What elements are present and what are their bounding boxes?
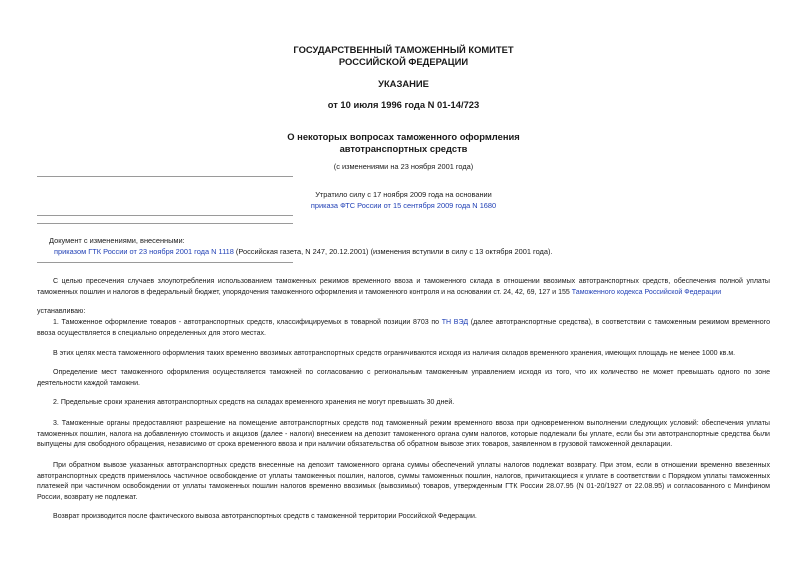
document-date-number: от 10 июля 1996 года N 01-14/723 xyxy=(327,99,480,110)
document-type: УКАЗАНИЕ xyxy=(378,78,429,89)
paragraph-item-3: 3. Таможенные органы предоставляют разрешение на помещение автотранспортных средств под таможенный режим временного ввоза при одновременном выполнении следующих условий: обеспечения уплаты таможенных пошлин, налога на добавленную стоимость и акцизов (далее - налоги) внесением на депозит таможенного органа сумм налогов, которые подлежали бы уплате, если бы эти автотранспортные средства были выпущены для свободного обращения, независимо от срока временного ввоза и при наличии обязательства об обратном вывозе этих товаров, заявленном в грузовой таможенной декларации. xyxy=(37,420,770,449)
separator-rule xyxy=(37,223,293,224)
document-title-line-1: О некоторых вопросах таможенного оформления xyxy=(287,131,520,142)
preamble-text: С целью пресечения случаев злоупотребления использованием таможенных режимов временного ввоза и таможенного склада в отношении ввозимых автотранспортных средств, обеспечения полной уплаты таможенных пошлин и налогов в федеральный бюджет, упорядочения таможенного оформления и таможенного контроля и на основании ст. 24, 42, 69, 127 и 155 xyxy=(37,278,770,296)
amending-order-link[interactable]: приказом ГТК России от 23 ноября 2001 года N 1118 xyxy=(54,247,234,256)
customs-code-link[interactable]: Таможенного кодекса Российской Федерации xyxy=(571,288,722,296)
validity-link-line xyxy=(0,201,807,210)
paragraph-item-2: 2. Предельные сроки хранения автотранспортных средств на складах временного хранения не могут превышать 30 дней. xyxy=(53,399,455,406)
paragraph-establish: устанавливаю: xyxy=(37,308,86,315)
paragraph-preamble xyxy=(37,277,770,298)
changes-label: Документ с изменениями, внесенными: xyxy=(49,236,185,245)
changes-details: (Российская газета, N 247, 20.12.2001) (изменения вступили в силу с 13 октября 2001 года). xyxy=(233,247,553,256)
amendments-note: (с изменениями на 23 ноября 2001 года) xyxy=(333,162,474,171)
paragraph-warehouse-limit: В этих целях места таможенного оформления таких временно ввозимых автотранспортных средств ограничиваются исходя из наличия складов временного хранения, имеющих площадь не менее 1000 кв.м. xyxy=(53,350,736,357)
issuer-line-1: ГОСУДАРСТВЕННЫЙ ТАМОЖЕННЫЙ КОМИТЕТ xyxy=(293,44,514,55)
item-1-text: 1. Таможенное оформление товаров - автотранспортных средств, классифицируемых в товарной позиции 8703 по xyxy=(53,319,442,326)
separator-rule xyxy=(37,176,293,177)
separator-rule xyxy=(37,262,293,263)
document-title-line-2: автотранспортных средств xyxy=(339,143,468,154)
separator-rule xyxy=(37,215,293,216)
paragraph-return-deposit: При обратном вывозе указанных автотранспортных средств внесенные на депозит таможенного органа суммы обеспечений уплаты налогов подлежат возврату. При этом, если в отношении временно ввезенных автотранспортных средств применялось частичное освобождение от уплаты таможенных пошлин, налогов, суммы таможенных пошлин, налогов, причитающиеся к уплате в соответствии с Порядком уплаты таможенных платежей при частичном освобождении от уплаты таможенных пошлин налогов временно ввозимых (вывозимых) товаров, утвержденным ГТК России 28.07.95 (N 01-20/1927 от 22.08.95) и согласованного с Минфином России, возврату не подлежат. xyxy=(37,462,770,501)
paragraph-item-1 xyxy=(37,318,770,339)
issuer-line-2: РОССИЙСКОЙ ФЕДЕРАЦИИ xyxy=(338,56,469,67)
paragraph-places-definition: Определение мест таможенного оформления осуществляется таможней по согласованию с региональным таможенным управлением исходя из того, что их количество не может превышать одного по зоне деятельности каждой таможни. xyxy=(37,369,770,387)
changes-line xyxy=(54,247,774,257)
repeal-order-link[interactable]: приказа ФТС России от 15 сентября 2009 года N 1680 xyxy=(310,201,497,210)
validity-text: Утратило силу с 17 ноября 2009 года на основании xyxy=(315,190,492,199)
tn-ved-link[interactable]: ТН ВЭД xyxy=(441,319,469,326)
paragraph-return-conditions: Возврат производится после фактического вывоза автотранспортных средств с таможенной территории Российской Федерации. xyxy=(53,513,477,520)
item-1-text-cont: (далее автотранспортные средства), в соответствии с таможенным режимом временного ввоза осуществляется в специально определенных для этого местах. xyxy=(37,319,771,337)
